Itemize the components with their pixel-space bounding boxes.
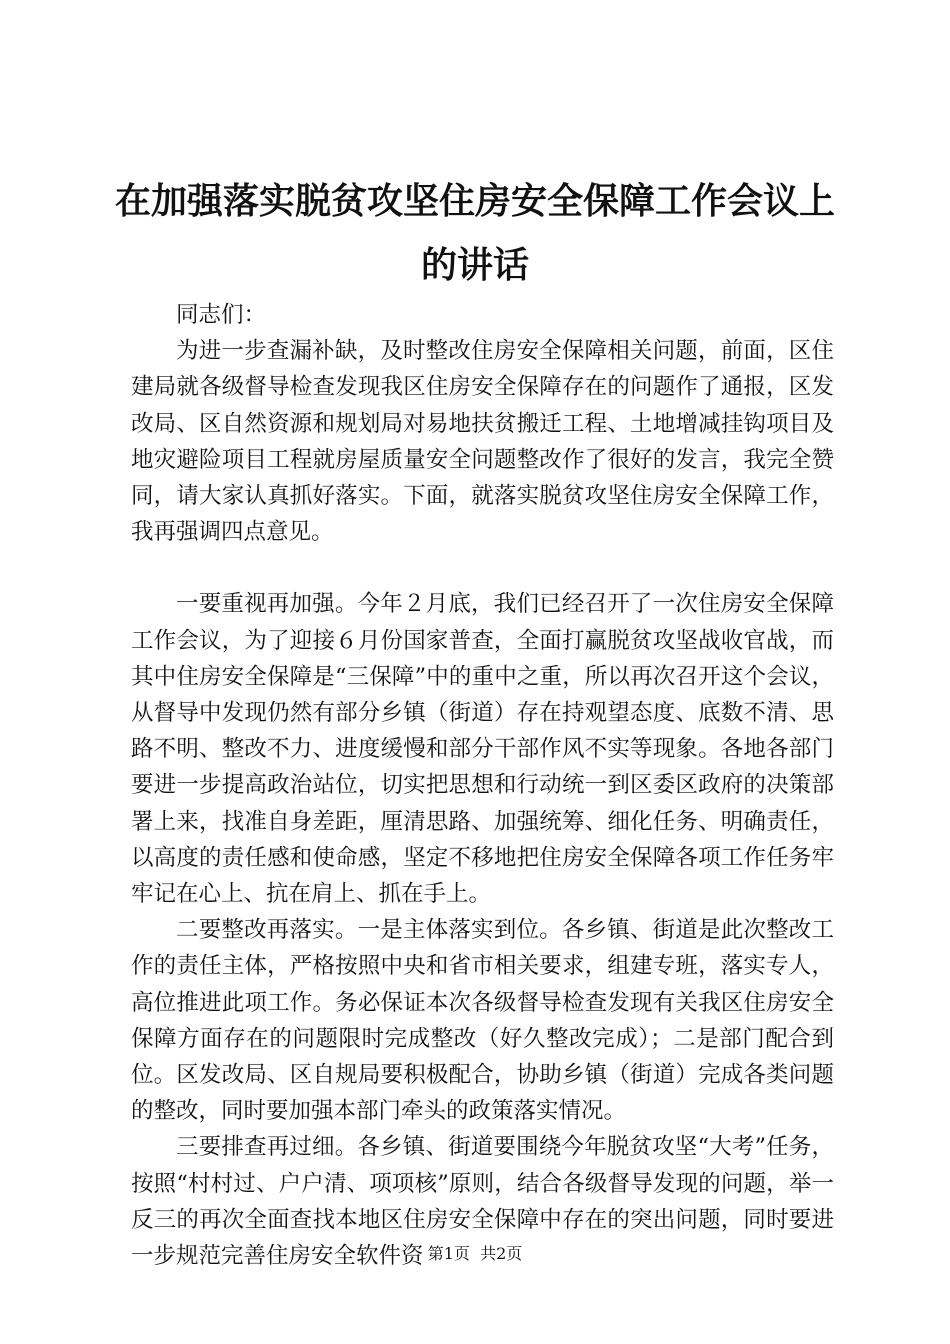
paragraph-point-2: 二要整改再落实。一是主体落实到位。各乡镇、街道是此次整改工作的责任主体，严格按照中央和省市相关要求，组建专班，落实专人，高位推进此项工作。务必保证本次各级督导检查发现有关我区住房安全保障方面存在的问题限时完成整改（好久整改完成）；二是部门配合到位。区发改局、区自规局要积极配合，协助乡镇（街道）完成各类问题的整改，同时要加强本部门牵头的政策落实情况。 bbox=[131, 917, 834, 1125]
salutation: 同志们： bbox=[176, 302, 267, 328]
page-footer bbox=[0, 1244, 950, 1264]
document-body bbox=[131, 297, 834, 1274]
paragraph-intro: 为进一步查漏补缺，及时整改住房安全保障相关问题，前面，区住建局就各级督导检查发现我区住房安全保障存在的问题作了通报，区发改局、区自然资源和规划局对易地扶贫搬迁工程、土地增减挂钩项目及地灾避险项目工程就房屋质量安全问题整改作了很好的发言，我完全赞同，请大家认真抓好落实。下面，就落实脱贫攻坚住房安全保障工作，我再强调四点意见。 bbox=[131, 338, 834, 546]
paragraph-point-3: 三要排查再过细。各乡镇、街道要围绕今年脱贫攻坚“大考”任务，按照“村村过、户户清、项项核”原则，结合各级督导发现的问题，举一反三的再次全面查找本地区住房安全保障中存在的突出问题，同时要进一步规范完善住房安全软件资 bbox=[131, 1134, 834, 1270]
page-number: 第1页 共2页 bbox=[427, 1244, 523, 1263]
title-line-2: 的讲话 bbox=[420, 245, 529, 286]
document-title bbox=[110, 170, 840, 298]
title-line-1: 在加强落实脱贫攻坚住房安全保障工作会议上 bbox=[114, 181, 835, 222]
paragraph-point-1: 一要重视再加强。今年２月底，我们已经召开了一次住房安全保障工作会议，为了迎接６月份国家普查，全面打赢脱贫攻坚战收官战，而其中住房安全保障是“三保障”中的重中之重，所以再次召开这个会议，从督导中发现仍然有部分乡镇（街道）存在持观望态度、底数不清、思路不明、整改不力、进度缓慢和部分干部作风不实等现象。各地各部门要进一步提高政治站位，切实把思想和行动统一到区委区政府的决策部署上来，找准自身差距，厘清思路、加强统筹、细化任务、明确责任，以高度的责任感和使命感，坚定不移地把住房安全保障各项工作任务牢牢记在心上、抗在肩上、抓在手上。 bbox=[131, 591, 834, 908]
